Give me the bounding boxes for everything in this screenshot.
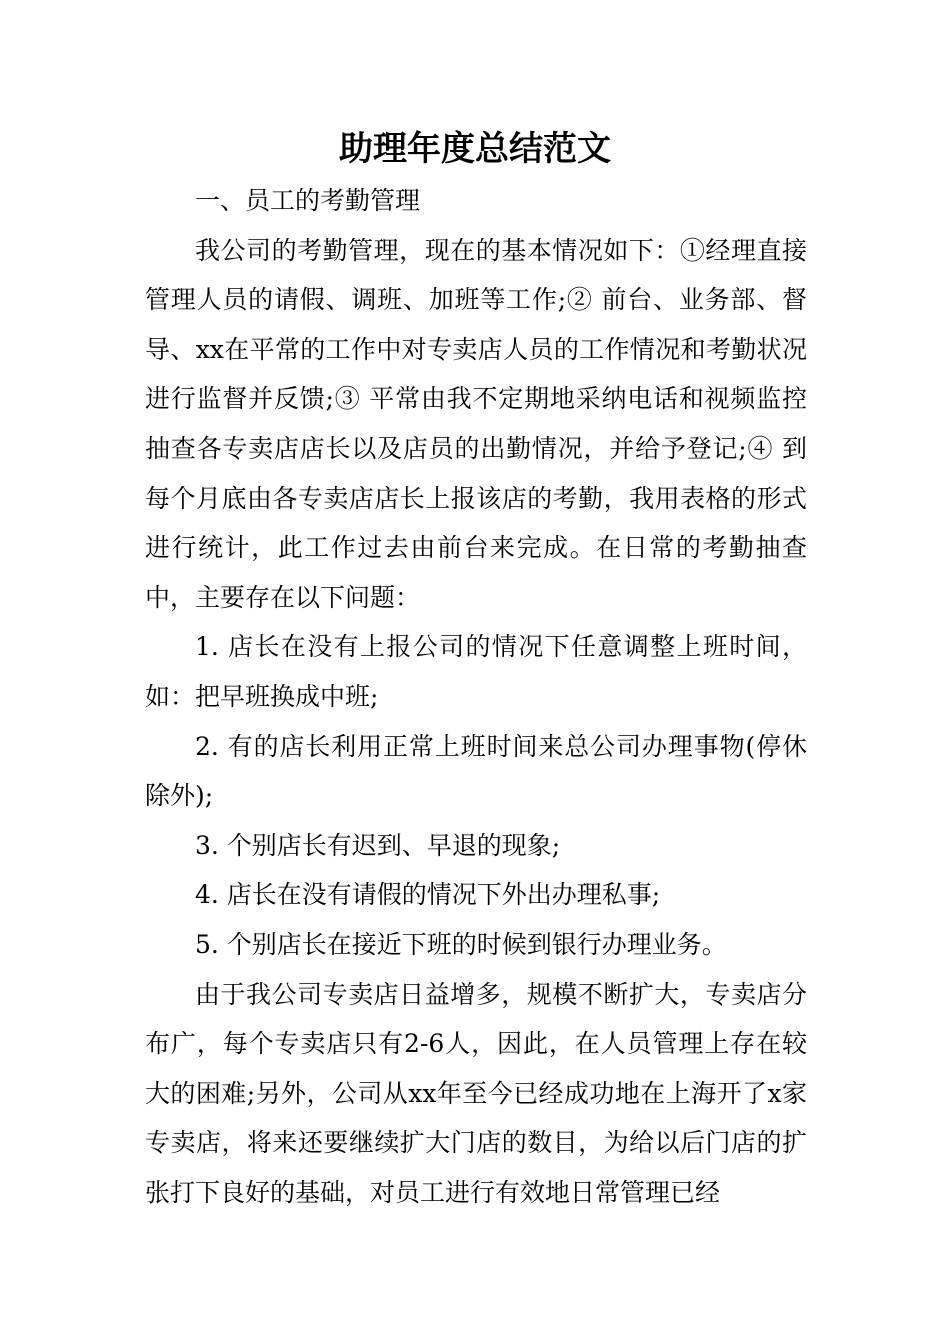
list-item: 5. 个别店长在接近下班的时候到银行办理业务。 xyxy=(195,929,727,959)
list-item: 2. 有的店长利用正常上班时间来总公司办理事物(停休除外); xyxy=(145,731,807,811)
list-item: 1. 店长在没有上报公司的情况下任意调整上班时间，如：把早班换成中班; xyxy=(145,632,807,711)
document-title: 助理年度总结范文 xyxy=(339,129,611,169)
body-paragraph: 由于我公司专卖店日益增多，规模不断扩大，专卖店分布广，每个专卖店只有2-6人，因此，在人员管理上存在较大的困难;另外，公司从xx年至今已经成功地在上海开了x家专卖店，将来还要继续扩大门店的数目，为给以后门店的扩张打下良好的基础，对员工进行有效地日常管理已经 xyxy=(145,979,807,1207)
body-paragraph: 我公司的考勤管理，现在的基本情况如下：①经理直接管理人员的请假、调班、加班等工作;② 前台、业务部、督导、xx在平常的工作中对专卖店人员的工作情况和考勤状况进行监督并反馈;③ 平常由我不定期地采纳电话和视频监控抽查各专卖店店长以及店员的出勤情况，并给予登记;④ 到每个月底由各专卖店店长上报该店的考勤，我用表格的形式进行统计，此工作过去由前台来完成。在日常的考勤抽查中，主要存在以下问题： xyxy=(145,235,807,612)
list-item: 4. 店长在没有请假的情况下外出办理私事; xyxy=(195,880,661,910)
list-item: 3. 个别店长有迟到、早退的现象; xyxy=(195,830,561,860)
document-body xyxy=(145,176,807,1217)
section-heading: 一、员工的考勤管理 xyxy=(195,186,421,215)
